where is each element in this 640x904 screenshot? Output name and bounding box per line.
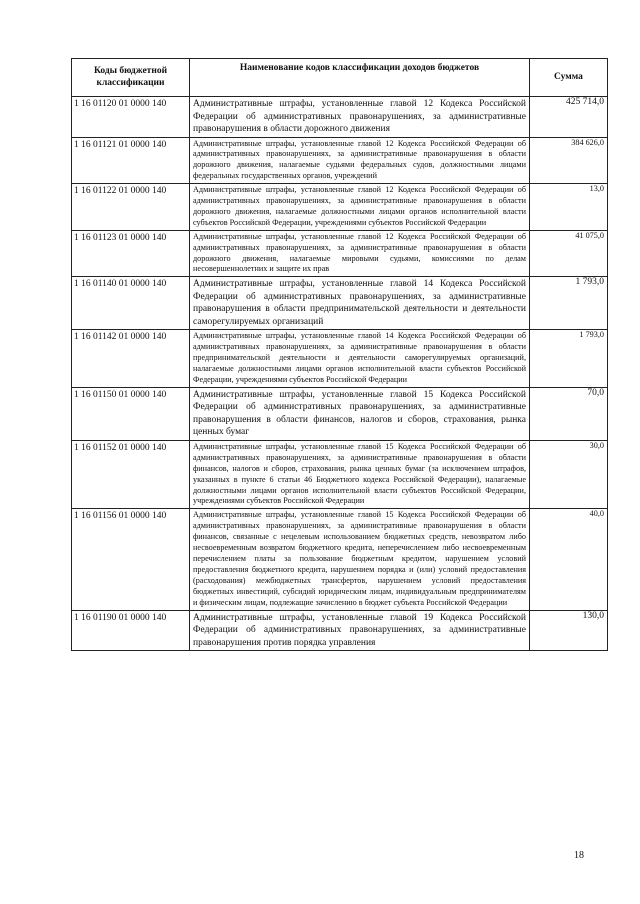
revenue-sum: 30,0 [530,440,608,508]
table-row [72,230,608,277]
header-code: Коды бюджетной классификации [72,59,190,97]
revenue-sum: 130,0 [530,610,608,651]
revenue-name: Административные штрафы, установленные главой 15 Кодекса Российской Федерации об административных правонарушениях, за административные правонарушения в области финансов, налогов и сборов, страхования, рынка ценных бумаг [190,387,530,440]
revenue-name: Административные штрафы, установленные главой 15 Кодекса Российской Федерации об административных правонарушениях, за административные правонарушения в области финансов, налогов и сборов, страхования, рынка ценных бумаг (за исключением штрафов, указанных в пункте 6 статьи 46 Бюджетного кодекса Российской Федерации), налагаемые должностными лицами органов исполнительной власти субъектов Российской Федерации, учреждениями субъектов Российской Федерации [190,440,530,508]
classification-code: 1 16 01123 01 0000 140 [72,230,190,277]
revenue-name: Административные штрафы, установленные главой 14 Кодекса Российской Федерации об административных правонарушениях, за административные правонарушения в области предпринимательской деятельности и деятельности саморегулируемых организаций [190,277,530,330]
budget-revenue-table [71,58,608,651]
classification-code: 1 16 01152 01 0000 140 [72,440,190,508]
table-row [72,387,608,440]
classification-code: 1 16 01140 01 0000 140 [72,277,190,330]
classification-code: 1 16 01150 01 0000 140 [72,387,190,440]
table-row [72,610,608,651]
revenue-sum: 1 793,0 [530,277,608,330]
revenue-sum: 425 714,0 [530,97,608,138]
header-name: Наименование кодов классификации доходов бюджетов [190,59,530,97]
revenue-sum: 41 075,0 [530,230,608,277]
table-header-row [72,59,608,97]
revenue-name: Административные штрафы, установленные главой 12 Кодекса Российской Федерации об административных правонарушениях, за административные правонарушения в области дорожного движения, налагаемые мировыми судьями, комиссиями по делам несовершеннолетних и защите их прав [190,230,530,277]
header-sum: Сумма [530,59,608,97]
revenue-name: Административные штрафы, установленные главой 19 Кодекса Российской Федерации об административных правонарушениях, за административные правонарушения против порядка управления [190,610,530,651]
revenue-name: Административные штрафы, установленные главой 12 Кодекса Российской Федерации об административных правонарушениях, за административные правонарушения в области дорожного движения, налагаемые должностными лицами органов исполнительной власти субъектов Российской Федерации, учреждениями субъектов Российской Федерации [190,184,530,231]
table-row [72,137,608,184]
table-row [72,97,608,138]
classification-code: 1 16 01142 01 0000 140 [72,330,190,388]
table-body [72,97,608,651]
classification-code: 1 16 01190 01 0000 140 [72,610,190,651]
table-row [72,184,608,231]
revenue-name: Административные штрафы, установленные главой 14 Кодекса Российской Федерации об административных правонарушениях, за административные правонарушения в области предпринимательской деятельности и деятельности саморегулируемых организаций, налагаемые должностными лицами органов исполнительной власти субъектов Российской Федерации, учреждениями субъектов Российской Федерации [190,330,530,388]
classification-code: 1 16 01121 01 0000 140 [72,137,190,184]
table-row [72,509,608,610]
table-row [72,277,608,330]
revenue-name: Административные штрафы, установленные главой 15 Кодекса Российской Федерации об административных правонарушениях, за административные правонарушения в области финансов, связанные с нецелевым использованием бюджетных средств, невозвратом либо несвоевременным возвратом бюджетного кредита, неперечислением либо несвоевременным перечислением платы за пользование бюджетным кредитом, нарушением условий предоставления бюджетного кредита, нарушением порядка и (или) условий предоставления (расходования) межбюджетных трансфертов, нарушением условий предоставления бюджетных инвестиций, субсидий юридическим лицам, индивидуальным предпринимателям и физическим лицам, подлежащие зачислению в бюджет субъекта Российской Федерации [190,509,530,610]
revenue-sum: 1 793,0 [530,330,608,388]
revenue-sum: 40,0 [530,509,608,610]
revenue-sum: 70,0 [530,387,608,440]
classification-code: 1 16 01156 01 0000 140 [72,509,190,610]
page-number: 18 [574,850,584,861]
revenue-sum: 384 626,0 [530,137,608,184]
classification-code: 1 16 01120 01 0000 140 [72,97,190,138]
revenue-name: Административные штрафы, установленные главой 12 Кодекса Российской Федерации об административных правонарушениях, за административные правонарушения в области дорожного движения, налагаемые судьями федеральных судов, должностными лицами федеральных государственных органов, учреждений [190,137,530,184]
revenue-sum: 13,0 [530,184,608,231]
table-row [72,440,608,508]
table-row [72,330,608,388]
classification-code: 1 16 01122 01 0000 140 [72,184,190,231]
revenue-name: Административные штрафы, установленные главой 12 Кодекса Российской Федерации об административных правонарушениях, за административные правонарушения в области дорожного движения [190,97,530,138]
